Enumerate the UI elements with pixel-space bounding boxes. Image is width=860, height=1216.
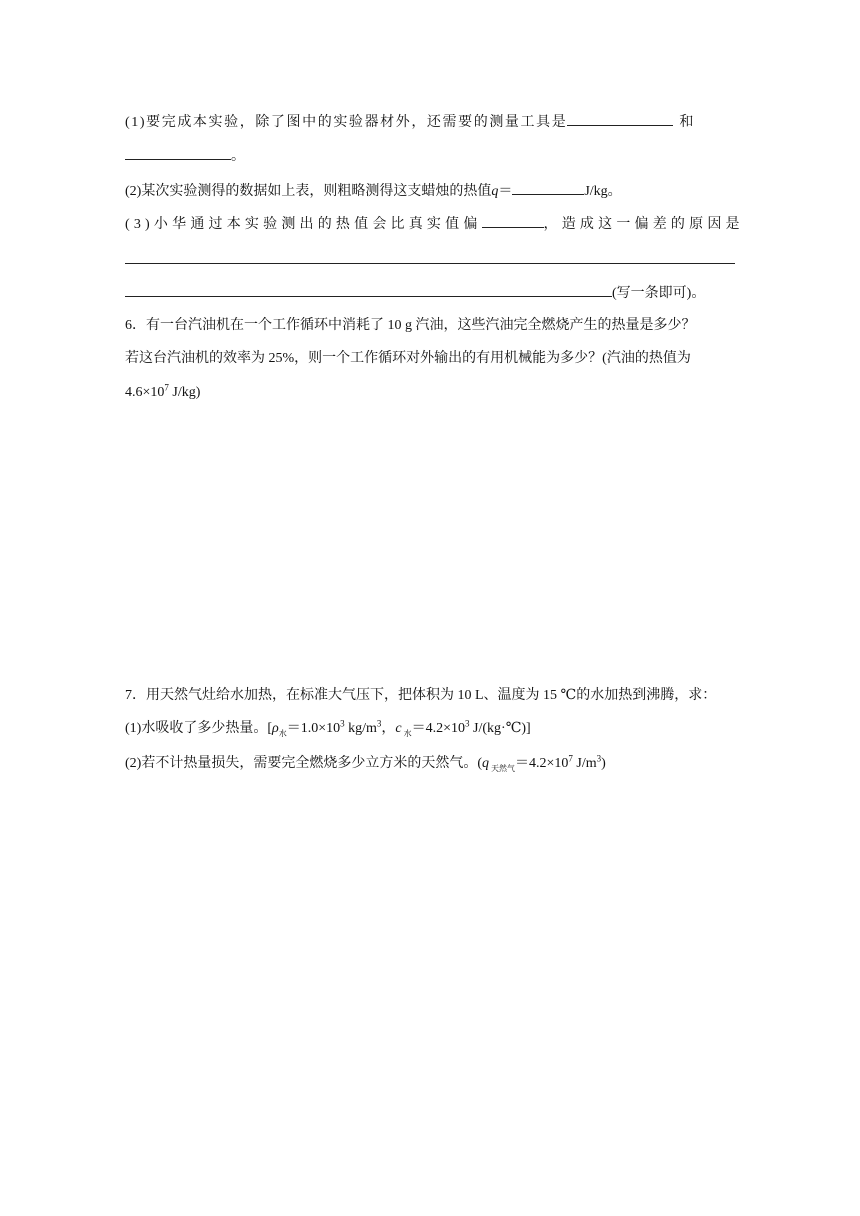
q7-sub2-q: q	[482, 756, 489, 771]
q6-line2	[125, 350, 691, 368]
q7-sub1-f: J/(kg·℃)]	[469, 721, 531, 736]
q5-part2-var: q	[491, 184, 499, 199]
q7-sub1-exp2: 3	[376, 718, 382, 729]
q7-sub1-c: kg/m	[344, 721, 377, 736]
q7-sub1-e: ＝4.2×10	[411, 721, 466, 736]
q5-part1-line2	[125, 146, 245, 166]
q7-text-1: 7．用天然气灶给水加热，在标准大气压下，把体积为 10 L、温度为 15 ℃的水加热到沸腾，求：	[125, 688, 717, 703]
q7-sub1-d: ，	[381, 721, 396, 736]
q7-sub1-exp3: 3	[465, 718, 470, 729]
q5-part1-text: (1)要完成本实验，除了图中的实验器材外，还需要的测量工具是	[125, 115, 568, 130]
q5-part3-line3	[125, 283, 705, 303]
q5-part1-line	[125, 112, 693, 132]
q6-text-1: 6．有一台汽油机在一个工作循环中消耗了 10 g 汽油，这些汽油完全燃烧产生的热量是多少？	[125, 318, 696, 333]
q7-sub1-rho: ρ	[272, 721, 279, 736]
q5-part1-end: 。	[231, 149, 245, 164]
q5-part1-blank-1[interactable]	[567, 112, 673, 126]
q7-sub2-b: ＝4.2×10	[515, 756, 569, 771]
q5-part1-blank-2[interactable]	[125, 146, 231, 160]
q7-sub1-cvar: c	[395, 721, 402, 736]
q5-part3-end: (写一条即可)。	[612, 286, 706, 301]
q7-sub2-exp: 7	[568, 753, 573, 764]
q7-sub1-c-sub: 水	[401, 728, 412, 738]
q7-sub2-exp2: 3	[596, 753, 602, 764]
q6-line3	[125, 384, 200, 402]
q7-sub2-a: (2)若不计热量损失，需要完全燃烧多少立方米的天然气。(	[125, 756, 482, 771]
q5-part3-answer-rule[interactable]	[125, 263, 735, 264]
q6-text-2: 若这台汽油机的效率为 25%，则一个工作循环对外输出的有用机械能为多少？(汽油的热值为	[125, 351, 691, 366]
q6-text-3b: J/kg)	[168, 385, 201, 400]
q7-line1	[125, 687, 716, 705]
q5-part2-unit: J/kg。	[584, 184, 622, 199]
q7-sub1-exp1: 3	[340, 718, 345, 729]
q5-part3-text: (3)小华通过本实验测出的热值会比真实值偏	[125, 217, 482, 232]
q7-sub2-d: )	[601, 756, 606, 771]
q5-part2-eq: ＝	[498, 184, 513, 199]
q5-part2-line	[125, 181, 622, 201]
q6-text-3a: 4.6×10	[125, 385, 165, 400]
q6-line1	[125, 317, 696, 335]
q7-sub1-b: ＝1.0×10	[286, 721, 341, 736]
q7-sub2-c: J/m	[572, 756, 597, 771]
q7-sub1-line	[125, 720, 531, 738]
q7-sub2-line	[125, 755, 606, 773]
q7-sub2-q-sub: 天然气	[489, 763, 515, 773]
q5-part3-blank[interactable]	[482, 214, 544, 228]
q5-part3-text-b: ，造成这一偏差的原因是	[543, 217, 744, 232]
q6-exp: 7	[164, 382, 169, 393]
q5-part2-text: (2)某次实验测得的数据如上表，则粗略测得这支蜡烛的热值	[125, 184, 492, 199]
q5-part2-blank[interactable]	[512, 181, 584, 195]
q5-part3-answer-blank[interactable]	[125, 283, 612, 297]
q5-part3-line	[125, 214, 744, 234]
q7-sub1-rho-sub: 水	[278, 728, 287, 738]
q7-sub1-a: (1)水吸收了多少热量。[	[125, 721, 272, 736]
q5-part1-and: 和	[679, 115, 694, 130]
